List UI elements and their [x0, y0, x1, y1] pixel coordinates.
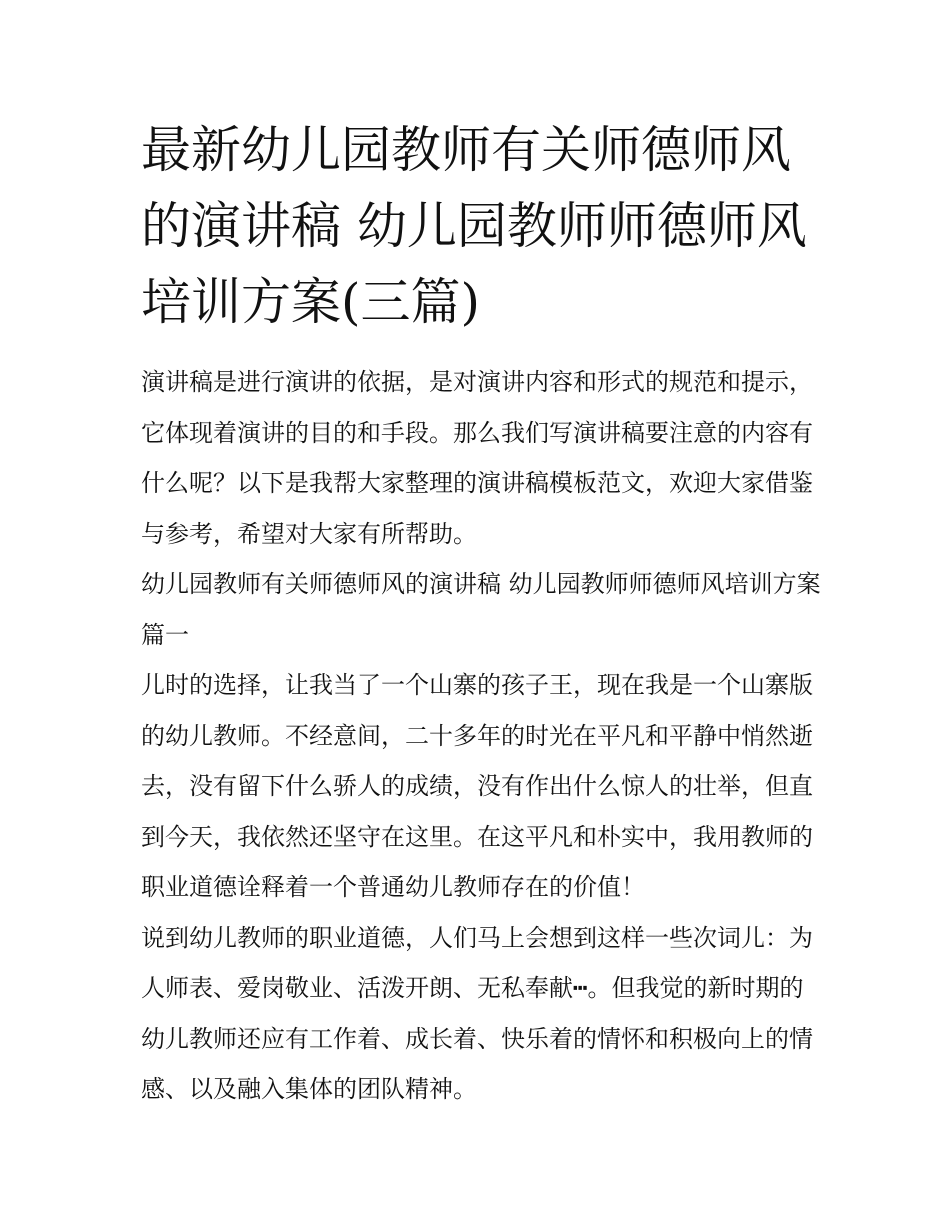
body-paragraph: 儿时的选择，让我当了一个山寨的孩子王，现在我是一个山寨版的幼儿教师。不经意间，二十多年的时光在平凡和平静中悄然逝去，没有留下什么骄人的成绩，没有作出什么惊人的壮举，但直到今天，我依然还坚守在这里。在这平凡和朴实中，我用教师的职业道德诠释着一个普通幼儿教师存在的价值！ — [141, 671, 813, 901]
intro-paragraph: 演讲稿是进行演讲的依据，是对演讲内容和形式的规范和提示，它体现着演讲的目的和手段。那么我们写演讲稿要注意的内容有什么呢？以下是我帮大家整理的演讲稿模板范文，欢迎大家借鉴与参考，希望对大家有所帮助。 — [141, 368, 813, 548]
section-heading: 幼儿园教师有关师德师风的演讲稿 幼儿园教师师德师风培训方案篇一 — [141, 570, 821, 649]
document-title: 最新幼儿园教师有关师德师风的演讲稿 幼儿园教师师德师风培训方案(三篇) — [141, 121, 807, 331]
document-body — [141, 357, 821, 1115]
body-paragraph: 说到幼儿教师的职业道德，人们马上会想到这样一些次词儿：为人师表、爱岗敬业、活泼开朗、无私奉献┅。但我觉的新时期的幼儿教师还应有工作着、成长着、快乐着的情怀和积极向上的情感、以及融入集体的团队精神。 — [141, 923, 813, 1103]
